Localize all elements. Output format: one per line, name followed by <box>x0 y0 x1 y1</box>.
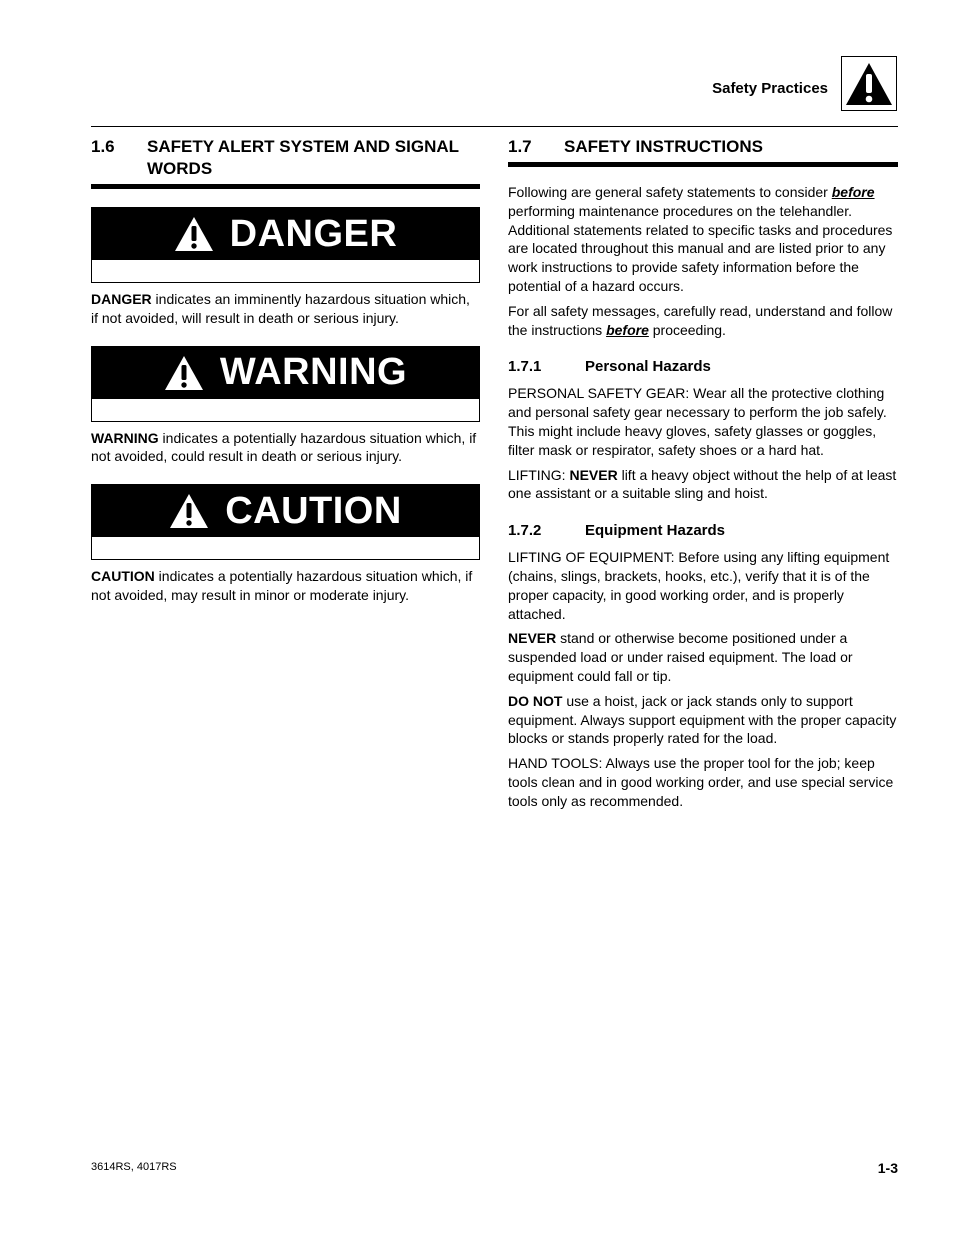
intro-paragraph-1 <box>508 183 898 296</box>
caution-term: CAUTION <box>91 568 155 585</box>
never-term: NEVER <box>569 466 618 483</box>
warning-word: WARNING <box>219 351 408 394</box>
subsection-title: Personal Hazards <box>585 358 711 376</box>
danger-text: indicates an imminently hazardous situation which, if not avoided, will result in death or serious injury. <box>91 291 470 326</box>
subsection-heading-1-7-2 <box>508 522 898 540</box>
running-header-title: Safety Practices <box>712 80 828 97</box>
subsection-number: 1.7.2 <box>508 522 542 540</box>
caution-word: CAUTION <box>225 489 402 532</box>
do-not-term: DO NOT <box>508 692 563 709</box>
section-title: SAFETY INSTRUCTIONS <box>564 137 763 156</box>
subsection-heading-1-7-1 <box>508 358 898 376</box>
hand-tools-paragraph: HAND TOOLS: Always use the proper tool for the job; keep tools clean and in good working order, and use special service tools only as recommended. <box>508 755 894 809</box>
section-number: 1.7 <box>508 137 532 156</box>
never-stand-text: stand or otherwise become positioned under a suspended load or under raised equipment. The load or equipment could fall or tip. <box>508 630 853 684</box>
subsection-number: 1.7.1 <box>508 358 542 376</box>
warning-signal-panel <box>91 346 480 422</box>
intro1-text-a: Following are general safety statements to consider <box>508 184 832 200</box>
intro-paragraph-2 <box>508 302 898 340</box>
caution-band <box>92 485 479 537</box>
header-rule <box>91 126 898 127</box>
warning-text: indicates a potentially hazardous situation which, if not avoided, could result in death or serious injury. <box>91 429 477 465</box>
header-warning-box <box>841 56 897 111</box>
caution-text: indicates a potentially hazardous situation which, if not avoided, may result in minor or moderate injury. <box>91 568 473 603</box>
intro1-text-b: performing maintenance procedures on the telehandler. Additional statements related to specific tasks and procedures are located throughout this manual and are listed prior to any work instructions to provide safety information before the potential of a hazard occurs. <box>508 202 893 294</box>
warning-triangle-icon <box>844 61 894 107</box>
before-emphasis-2: before <box>606 321 649 338</box>
footer-page-number: 1-3 <box>877 1160 898 1176</box>
intro2-text-b: proceeding. <box>648 321 726 338</box>
warning-term: WARNING <box>91 429 159 446</box>
footer-model-numbers: 3614RS, 4017RS <box>91 1161 177 1173</box>
caution-description <box>91 567 480 605</box>
subsection-title: Equipment Hazards <box>585 522 726 540</box>
danger-band <box>92 208 479 260</box>
right-column <box>508 136 898 811</box>
danger-alert-icon <box>174 216 214 252</box>
never-term: NEVER <box>508 630 557 647</box>
lifting-text: lift a heavy object without the help of at least one assistant or a suitable sling and hoist. <box>508 466 897 502</box>
lifting-paragraph <box>508 466 898 504</box>
before-emphasis-1: before <box>831 184 875 200</box>
danger-description <box>91 290 480 328</box>
do-not-text: use a hoist, jack or jack stands only to support equipment. Always support equipment with the proper capacity blocks or stands properly rated for the load. <box>508 692 897 747</box>
lifting-equipment-paragraph: LIFTING OF EQUIPMENT: Before using any lifting equipment (chains, slings, brackets, hooks, etc.), verify that it is of the proper capacity, in good working order, and is properly attached. <box>508 549 890 622</box>
section-heading-1-6 <box>91 136 480 189</box>
danger-term: DANGER <box>91 291 152 307</box>
caution-signal-panel <box>91 484 480 560</box>
intro2-text-a: For all safety messages, carefully read, understand and follow the instructions <box>508 302 893 338</box>
personal-safety-gear-paragraph: PERSONAL SAFETY GEAR: Wear all the protective clothing and personal safety gear necessary to perform the job safely. This might include heavy gloves, safety glasses or goggles, filter mask or respirator, safety shoes or a hard hat. <box>508 385 887 458</box>
caution-panel-body <box>92 537 479 559</box>
do-not-paragraph <box>508 692 898 748</box>
section-number: 1.6 <box>91 137 115 156</box>
caution-alert-icon <box>169 493 209 529</box>
never-stand-paragraph <box>508 629 898 685</box>
warning-band <box>92 347 479 399</box>
lifting-label: LIFTING: <box>508 466 570 483</box>
left-column <box>91 136 480 605</box>
warning-panel-body <box>92 399 479 421</box>
danger-signal-panel <box>91 207 480 283</box>
danger-word: DANGER <box>229 212 398 255</box>
section-title: SAFETY ALERT SYSTEM AND SIGNAL WORDS <box>147 137 459 178</box>
danger-panel-body <box>92 260 479 282</box>
warning-alert-icon <box>164 355 204 391</box>
section-heading-1-7 <box>508 136 898 167</box>
warning-description <box>91 429 480 467</box>
